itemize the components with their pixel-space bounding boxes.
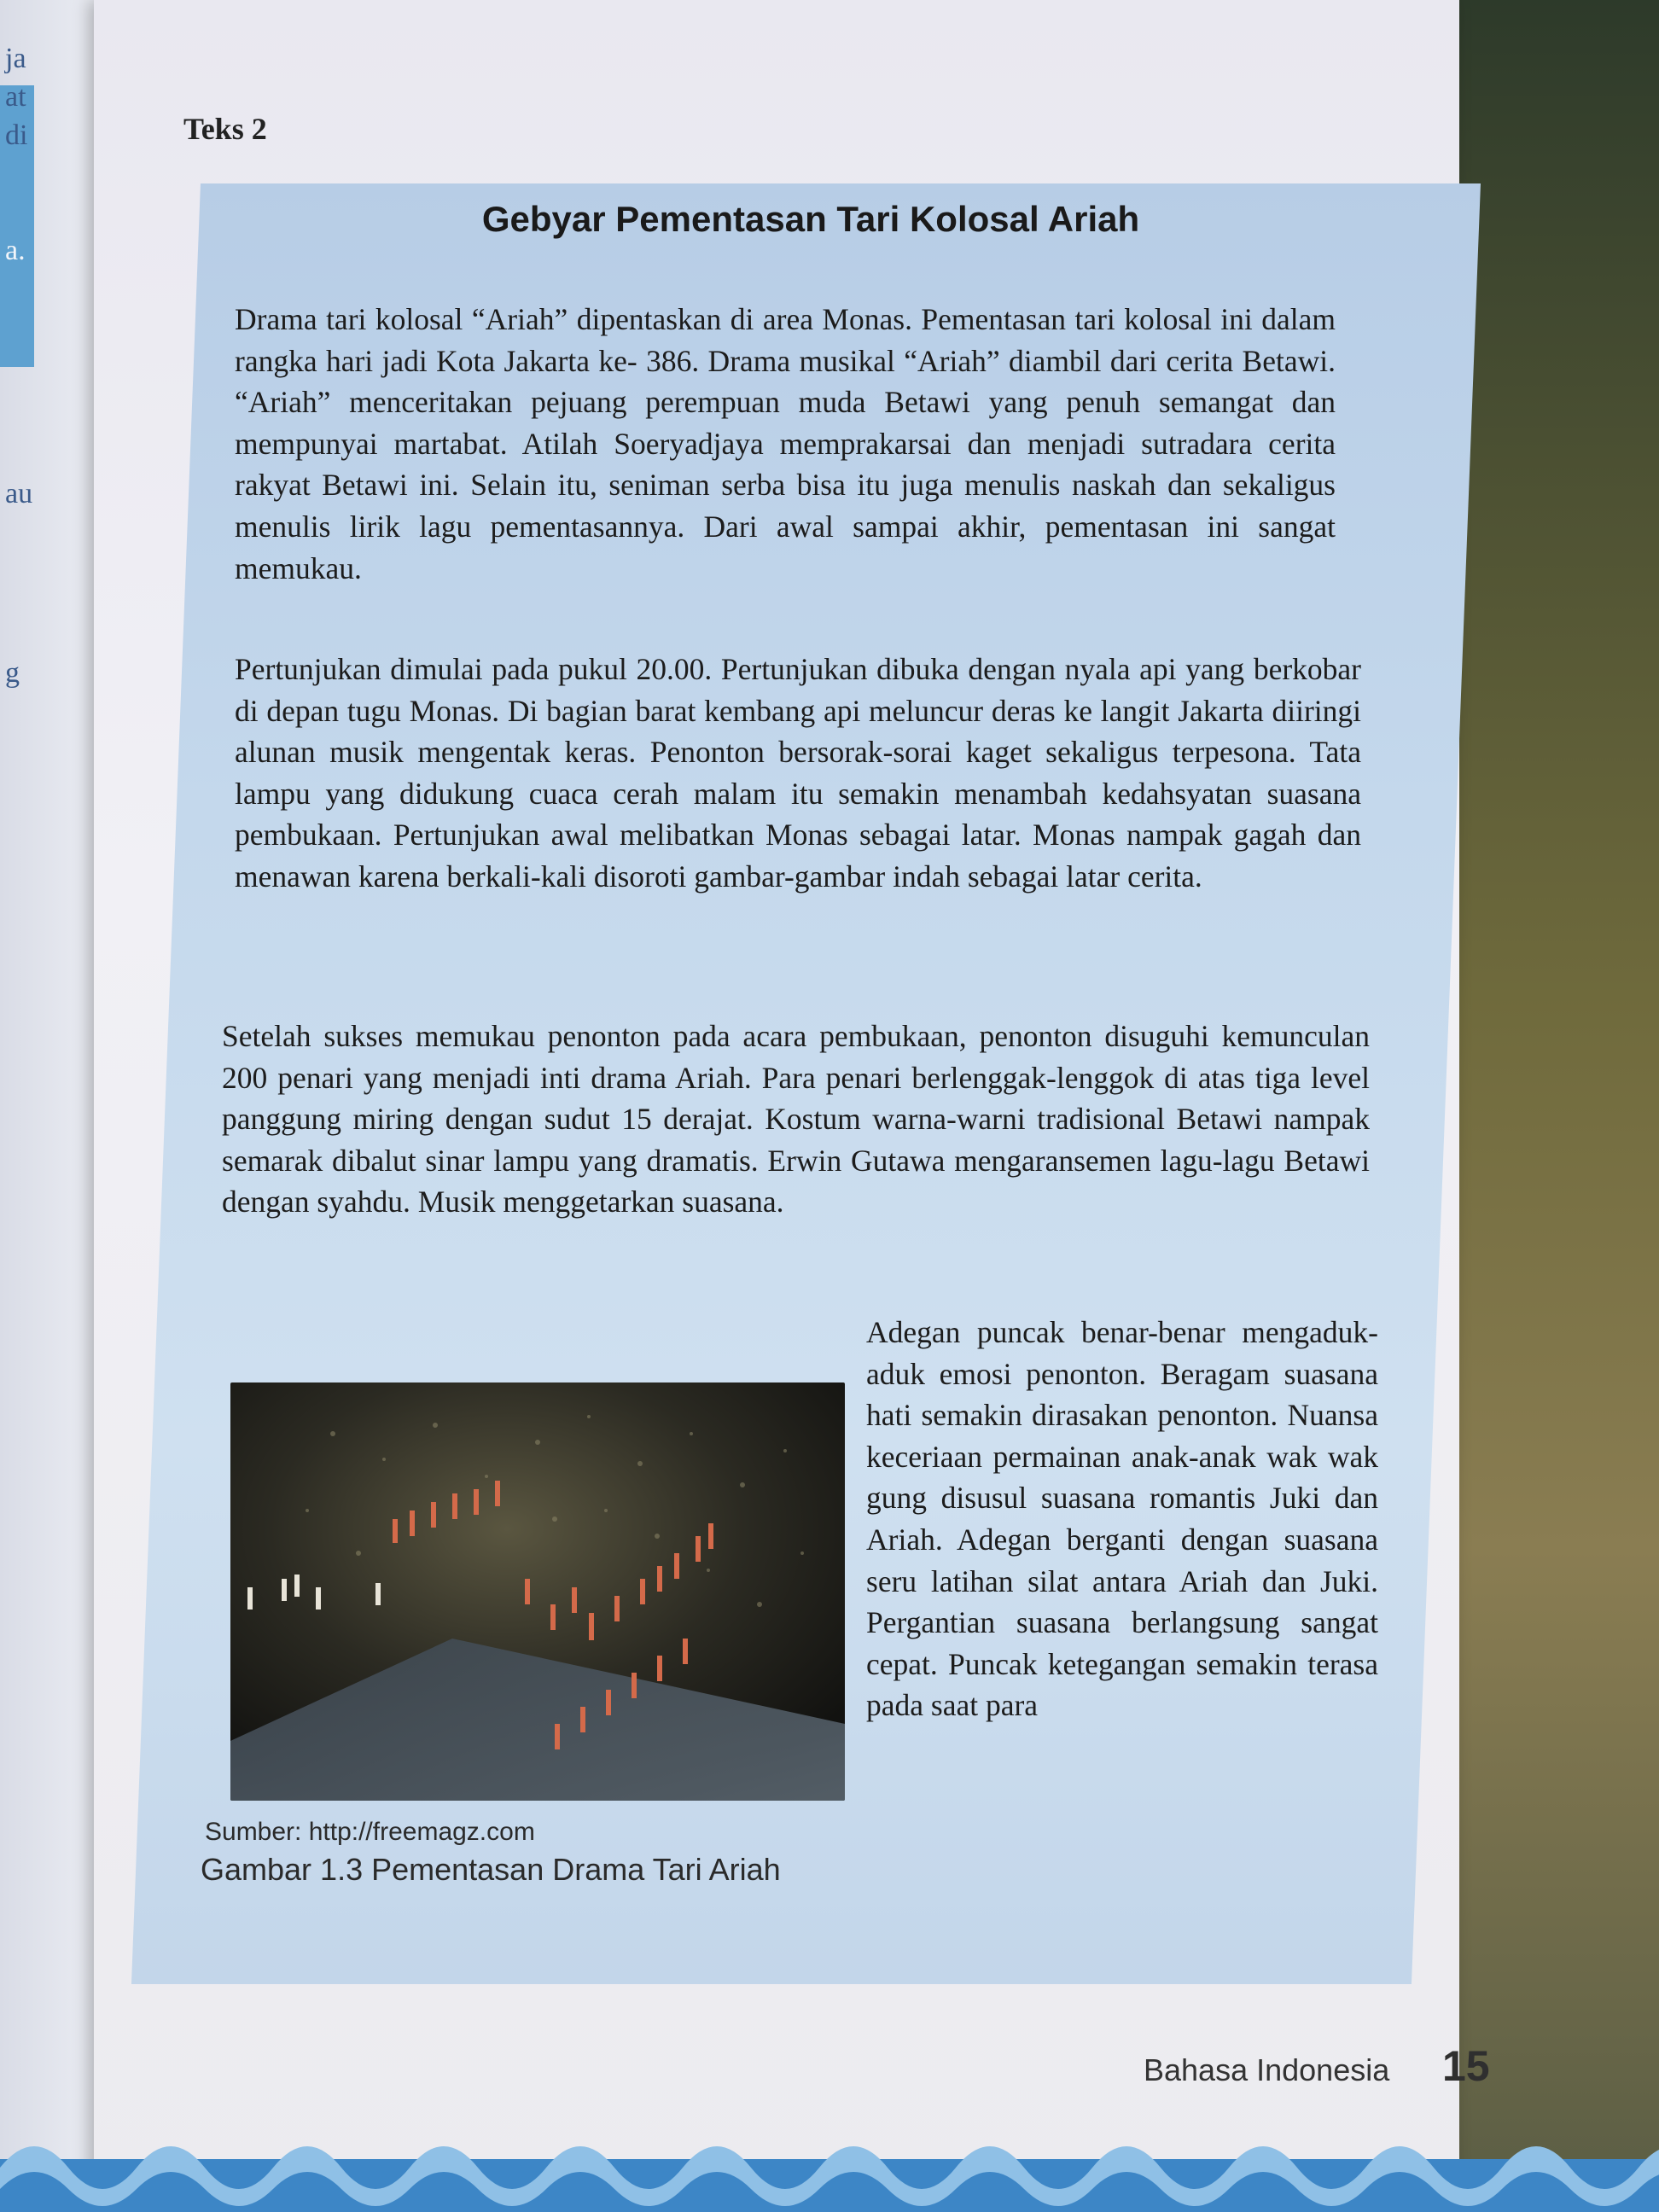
table-surface [1451, 0, 1659, 2212]
figure-caption: Gambar 1.3 Pementasan Drama Tari Ariah [201, 1852, 781, 1887]
article-paragraph: Pertunjukan dimulai pada pukul 20.00. Pertunjukan dibuka dengan nyala api yang berkobar di depan tugu Monas. Di bagian barat kembang api meluncur deras ke langit Jakarta diiringi alunan musik mengentak keras. Penonton bersorak-sorai kaget sekaligus terpesona. Tata lampu yang didukung cuaca cerah malam itu semakin menambah kedahsyatan suasana pembukaan. Pertunjukan awal melibatkan Monas sebagai latar. Monas nampak gagah dan menawan karena berkali-kali disoroti gambar-gambar indah sebagai latar cerita. [235, 652, 1361, 894]
article-box [131, 183, 1481, 1984]
article-paragraph: Setelah sukses memukau penonton pada acara pembukaan, penonton disuguhi kemunculan 200 penari yang menjadi inti drama Ariah. Para penari berlenggak-lenggok di atas tiga level panggung miring dengan sudut 15 derajat. Kostum warna-warni tradisional Betawi nampak semarak dibalut sinar lampu yang dramatis. Erwin Gutawa mengaransemen lagu-lagu Betawi dengan syahdu. Musik menggetarkan suasana. [222, 1019, 1370, 1220]
previous-page-fragment: di [5, 119, 28, 151]
previous-page-fragment: ja [5, 43, 26, 74]
figure-photo [230, 1382, 845, 1801]
figure-source: Sumber: http://freemagz.com [205, 1818, 535, 1846]
previous-page-fragment: g [5, 657, 20, 689]
article-title: Gebyar Pementasan Tari Kolosal Ariah [481, 199, 1140, 239]
article-paragraph: Drama tari kolosal “Ariah” dipentaskan di area Monas. Pementasan tari kolosal ini dalam rangka hari jadi Kota Jakarta ke- 386. Drama musikal “Ariah” diambil dari cerita Betawi. “Ariah” menceritakan pejuang perempuan muda Betawi yang penuh semangat dan mempunyai martabat. Atilah Soeryadjaya memprakarsai dan menjadi sutradara cerita rakyat Betawi ini. Selain itu, seniman serba bisa itu juga menulis naskah dan sekaligus menulis lirik lagu pementasannya. Dari awal sampai akhir, pementasan ini sangat memukau. [235, 302, 1336, 585]
article-paragraph: Adegan puncak benar-benar mengaduk-aduk emosi penonton. Beragam suasana hati semakin dirasakan penonton. Nuansa keceriaan permainan anak-anak wak wak gung disusul suasana romantis Juki dan Ariah. Adegan berganti dengan suasana seru latihan silat antara Ariah dan Juki. Pergantian suasana berlangsung sangat cepat. Puncak ketegangan semakin terasa pada saat para [866, 1315, 1378, 1723]
wave-decoration [0, 2125, 1659, 2212]
page-number: 15 [1442, 2042, 1490, 2090]
footer-subject: Bahasa Indonesia [1144, 2052, 1390, 2087]
dance-performance-image [230, 1382, 845, 1801]
previous-page-fragment: at [5, 81, 26, 113]
section-label: Teks 2 [183, 112, 267, 146]
previous-page-fragment: au [5, 478, 33, 509]
previous-page-fragment: a. [5, 235, 26, 266]
